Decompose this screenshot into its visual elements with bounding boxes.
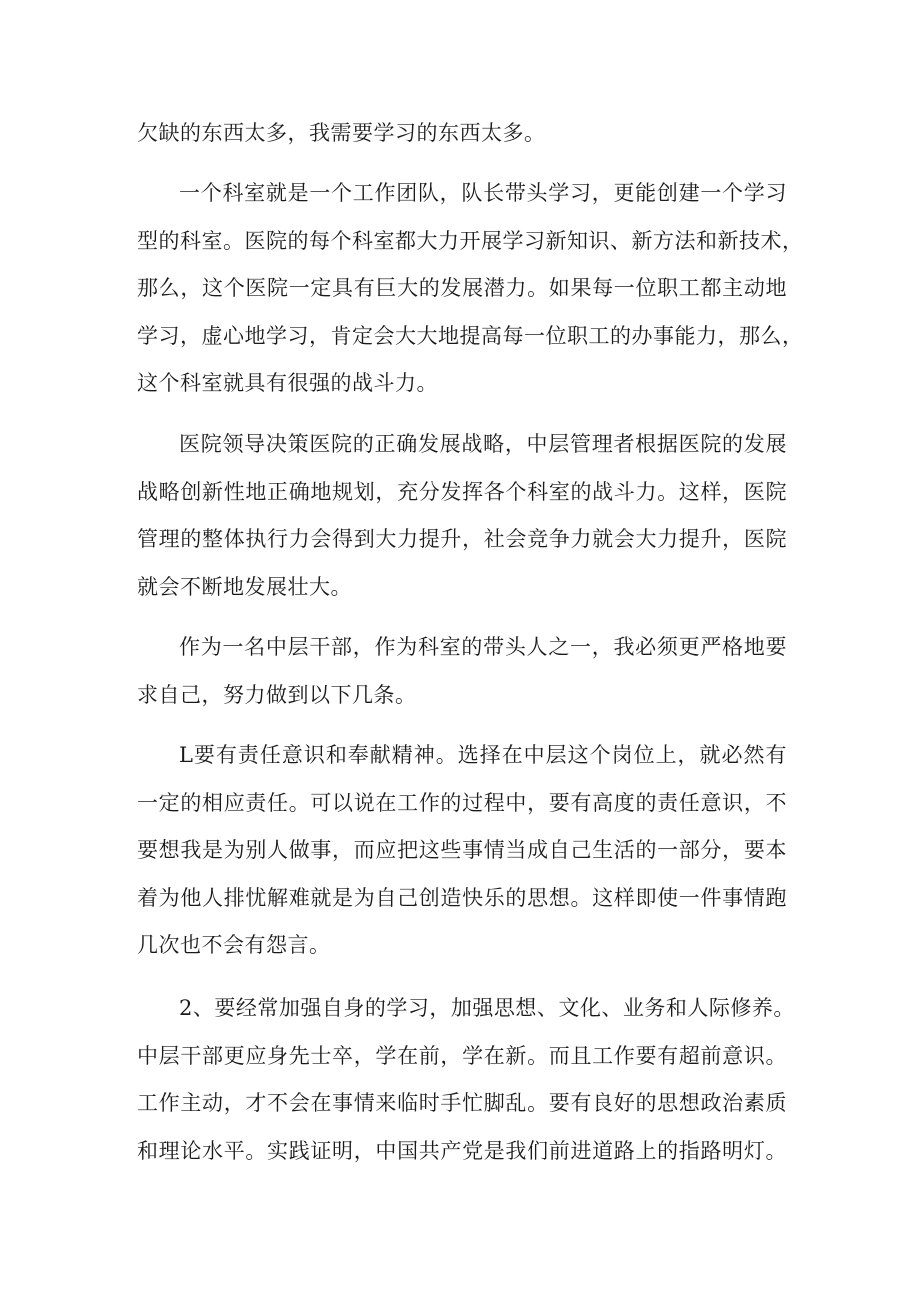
text-line: 那么，这个医院一定具有巨大的发展潜力。如果每一位职工都主动地 bbox=[137, 276, 787, 301]
text-line: 就会不断地发展壮大。 bbox=[137, 574, 352, 599]
text-line: 医院领导决策医院的正确发展战略，中层管理者根据医院的发展 bbox=[179, 432, 787, 456]
paragraph-3 bbox=[137, 421, 787, 611]
text-line: 管理的整体执行力会得到大力提升，社会竞争力就会大力提升，医院 bbox=[137, 527, 787, 552]
text-line: 这个科室就具有很强的战斗力。 bbox=[137, 371, 438, 396]
paragraph-5 bbox=[137, 732, 787, 970]
text-line: 和理论水平。实践证明，中国共产党是我们前进道路上的指路明灯。 bbox=[137, 1138, 787, 1163]
text-line: 着为他人排忧解难就是为自己创造快乐的思想。这样即使一件事情跑 bbox=[137, 885, 787, 910]
text-line: 中层干部更应身先士卒，学在前，学在新。而且工作要有超前意识。 bbox=[137, 1043, 787, 1068]
text-line: 一个科室就是一个工作团队，队长带头学习，更能创建一个学习 bbox=[179, 181, 787, 205]
text-line: L要有责任意识和奉献精神。选择在中层这个岗位上，就必然有 bbox=[179, 743, 787, 767]
text-line: 工作主动，才不会在事情来临时手忙脚乱。要有良好的思想政治素质 bbox=[137, 1091, 787, 1116]
text-line: 求自己，努力做到以下几条。 bbox=[137, 682, 417, 707]
text-line: 学习，虚心地学习，肯定会大大地提高每一位职工的办事能力，那么， bbox=[137, 323, 804, 348]
text-line: 作为一名中层干部，作为科室的带头人之一，我必须更严格地要 bbox=[179, 635, 787, 659]
text-line: 欠缺的东西太多，我需要学习的东西太多。 bbox=[137, 121, 546, 145]
paragraph-6 bbox=[137, 985, 795, 1175]
text-line: 一定的相应责任。可以说在工作的过程中，要有高度的责任意识，不 bbox=[137, 790, 787, 815]
text-line: 型的科室。医院的每个科室都大力开展学习新知识、新方法和新技术， bbox=[137, 228, 804, 253]
paragraph-2 bbox=[137, 170, 804, 408]
paragraph-1 bbox=[137, 110, 787, 158]
text-line: 要想我是为别人做事，而应把这些事情当成自己生活的一部分，要本 bbox=[137, 838, 787, 863]
paragraph-4 bbox=[137, 624, 787, 719]
text-line: 2、要经常加强自身的学习，加强思想、文化、业务和人际修养。 bbox=[179, 996, 795, 1020]
text-line: 战略创新性地正确地规划，充分发挥各个科室的战斗力。这样，医院 bbox=[137, 479, 787, 504]
text-line: 几次也不会有怨言。 bbox=[137, 933, 331, 958]
